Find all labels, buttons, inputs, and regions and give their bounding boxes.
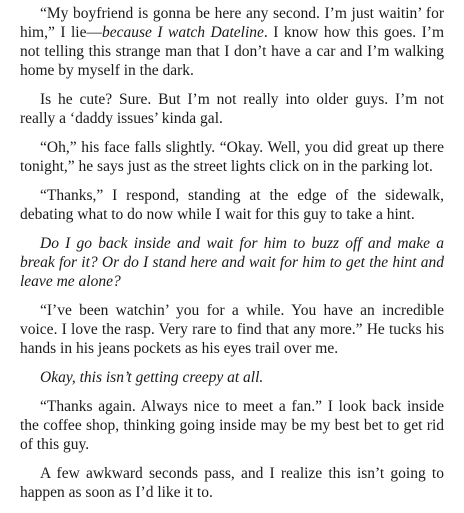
- paragraph: [20, 301, 444, 358]
- paragraph: [20, 186, 444, 224]
- text-run: “I’ve been watchin’ you for a while. You have an incredible voice. I love the rasp. Very rare to find that any more.” He tucks his hands in his jeans pockets as his eyes trail over me.: [20, 302, 444, 357]
- italic-text-run: Do I go back inside and wait for him to buzz off and make a break for it? Or do I stand here and wait for him to get the hint and leave me alone?: [20, 235, 444, 290]
- text-run: “My boyfriend is gonna be here any second. I’m just waitin’ for him,” I lie—: [20, 5, 444, 41]
- paragraph: [20, 464, 444, 502]
- paragraph: [20, 397, 444, 454]
- paragraph: [20, 4, 444, 80]
- italic-text-run: Okay, this isn’t getting creepy at all.: [40, 369, 264, 386]
- paragraph: [20, 368, 444, 387]
- text-run: “Thanks,” I respond, standing at the edge of the sidewalk, debating what to do now while I wait for this guy to take a hint.: [20, 187, 444, 223]
- text-run: A few awkward seconds pass, and I realize this isn’t going to happen as soon as I’d like it to.: [20, 465, 444, 501]
- paragraph: [20, 90, 444, 128]
- paragraph: [20, 138, 444, 176]
- italic-text-run: because I watch Dateline: [101, 24, 264, 41]
- paragraph: [20, 234, 444, 291]
- text-run: Is he cute? Sure. But I’m not really into older guys. I’m not really a ‘daddy issues’ kinda gal.: [20, 91, 444, 127]
- text-run: “Thanks again. Always nice to meet a fan.” I look back inside the coffee shop, thinking going inside may be my best bet to get rid of this guy.: [20, 398, 444, 453]
- text-run: . I know how this goes. I’m not telling this strange man that I don’t have a car and I’m walking home by myself in the dark.: [20, 24, 444, 79]
- text-run: “Oh,” his face falls slightly. “Okay. Well, you did great up there tonight,” he says just as the street lights click on in the parking lot.: [20, 139, 444, 175]
